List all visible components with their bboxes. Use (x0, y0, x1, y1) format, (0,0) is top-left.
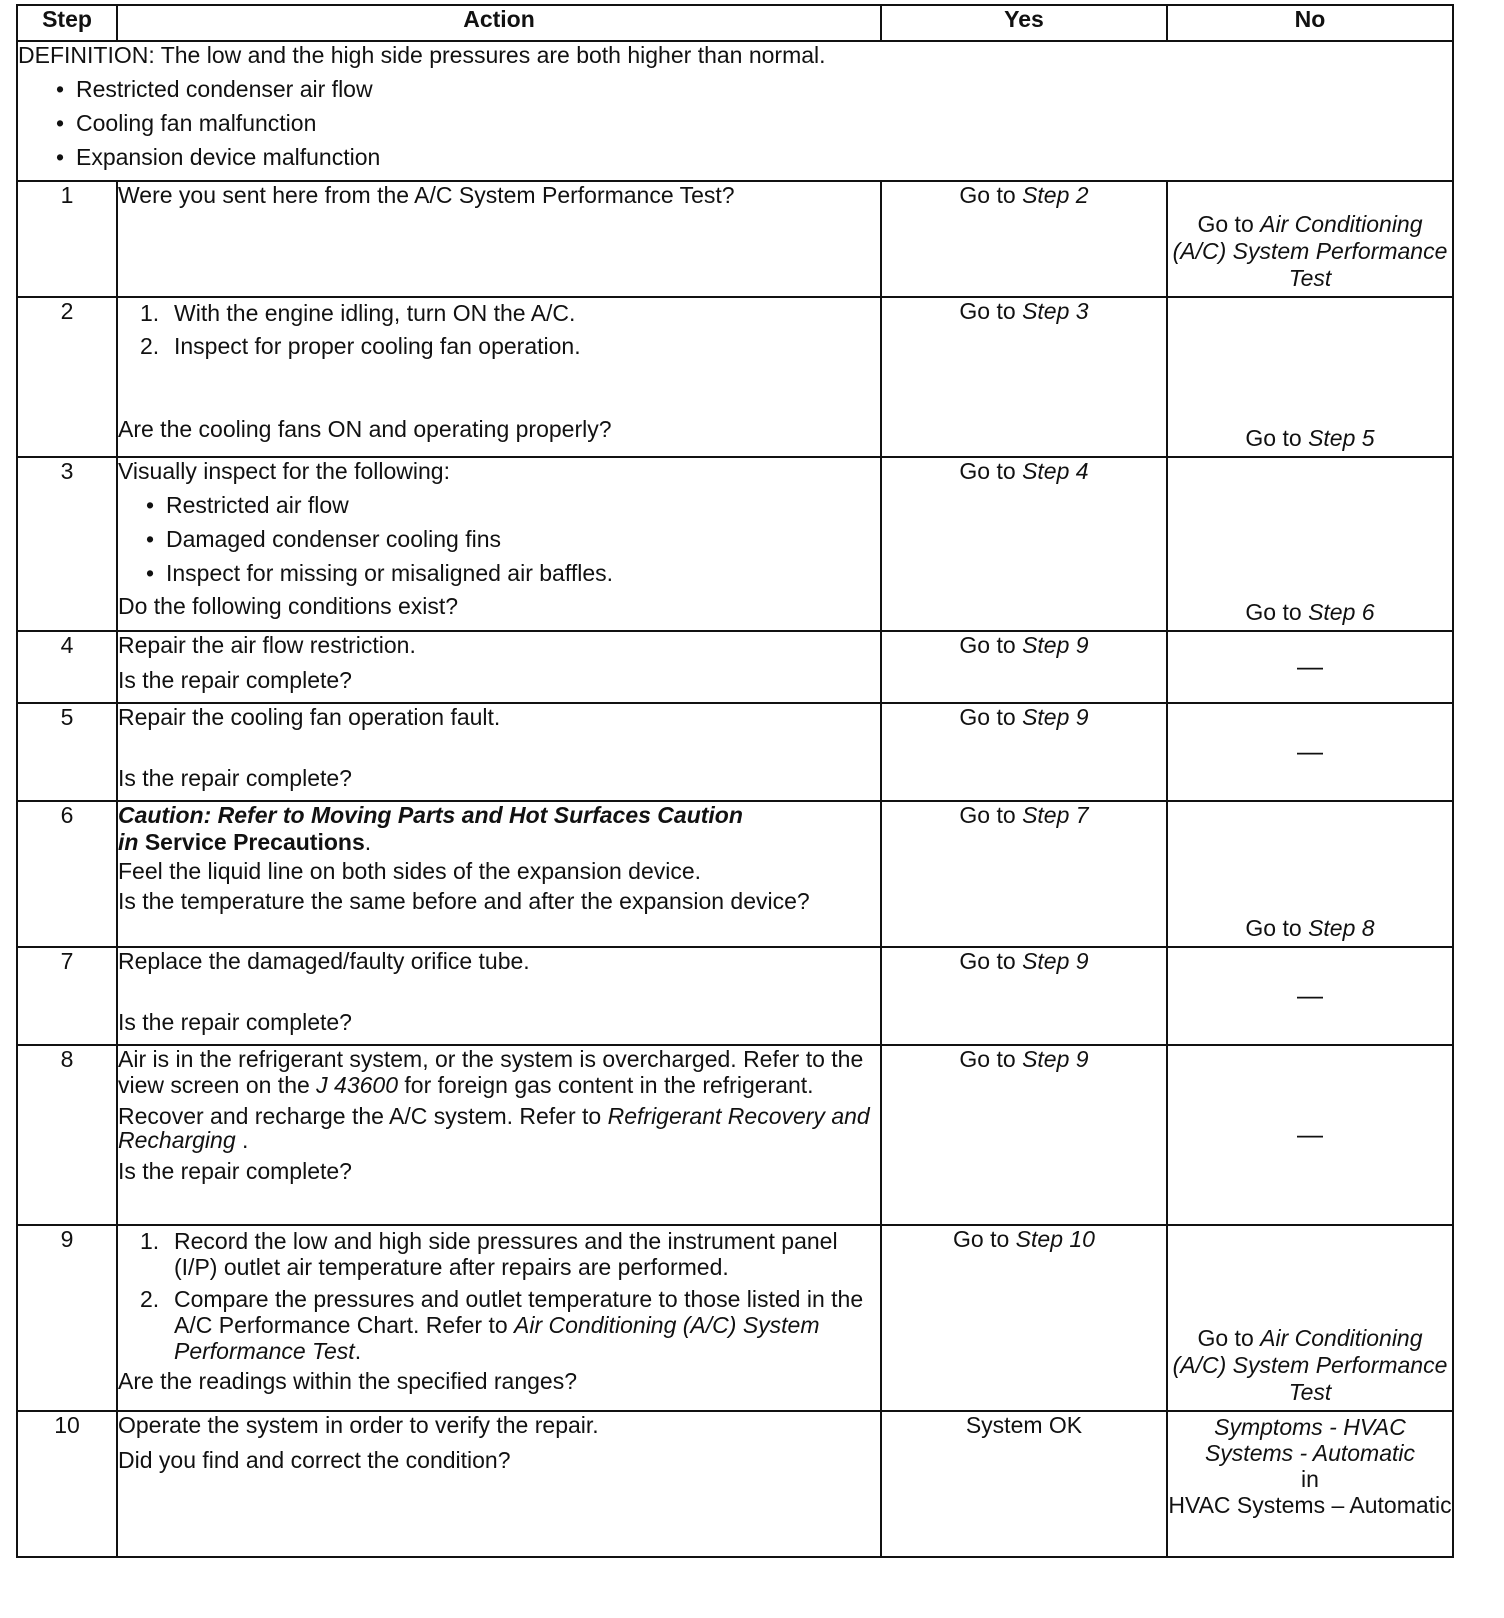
action-cell (117, 297, 881, 457)
no-cell[interactable] (1167, 801, 1453, 947)
action-cell (117, 1045, 881, 1225)
item-number: 2. (140, 333, 160, 359)
definition-row (17, 41, 1453, 181)
no-in: in (1301, 1466, 1319, 1492)
table-row (17, 703, 1453, 801)
yes-link[interactable]: Step 9 (1022, 632, 1089, 658)
no-prefix: Go to (1245, 599, 1309, 625)
table-row (17, 457, 1453, 631)
no-cell (1167, 947, 1453, 1045)
action-cell (117, 457, 881, 631)
yes-cell[interactable] (881, 297, 1167, 457)
action-text: Repair the air flow restriction. (118, 632, 416, 658)
yes-cell[interactable] (881, 1225, 1167, 1411)
definition-text: DEFINITION: The low and the high side pressures are both higher than normal. (18, 42, 826, 68)
no-link[interactable]: Step 6 (1308, 599, 1375, 625)
table-row (17, 297, 1453, 457)
action-question: Are the cooling fans ON and operating properly? (118, 416, 612, 442)
no-cell[interactable] (1167, 457, 1453, 631)
item-text-end: . (354, 1338, 362, 1364)
action-cell (117, 1411, 881, 1557)
yes-link[interactable]: Step 9 (1022, 948, 1089, 974)
no-prefix: Go to (1197, 211, 1261, 237)
action-question: Do the following conditions exist? (118, 593, 459, 619)
yes-cell[interactable] (881, 947, 1167, 1045)
tool-ref: J 43600 (316, 1072, 399, 1098)
table-row (17, 631, 1453, 703)
no-cell[interactable] (1167, 181, 1453, 297)
action-steps (118, 1228, 880, 1364)
yes-link[interactable]: Step 3 (1022, 298, 1089, 324)
yes-result: System OK (965, 1412, 1083, 1438)
list-item: • Damaged condenser cooling fins (118, 526, 880, 553)
action-cell (117, 631, 881, 703)
no-dash: — (1297, 1119, 1323, 1149)
no-cell (1167, 631, 1453, 703)
caution-ref[interactable]: Service Precautions (144, 829, 365, 855)
action-question: Is the repair complete? (118, 765, 352, 791)
no-cell[interactable] (1167, 1411, 1453, 1557)
caution-text: Caution: Refer to Moving Parts and Hot Surfaces Caution (118, 802, 743, 828)
action-text-part: Recover and recharge the A/C system. Refer to (118, 1103, 608, 1129)
step-number: 6 (17, 801, 117, 947)
step-number: 9 (17, 1225, 117, 1411)
yes-prefix: Go to (959, 182, 1023, 208)
yes-cell[interactable] (881, 457, 1167, 631)
action-text: Feel the liquid line on both sides of the expansion device. (118, 858, 702, 884)
list-item (118, 1286, 880, 1364)
yes-link[interactable]: Step 9 (1022, 1046, 1089, 1072)
action-question: Is the repair complete? (118, 1009, 352, 1035)
no-link[interactable]: Symptoms - HVAC Systems - Automatic (1204, 1414, 1416, 1466)
no-ref[interactable]: HVAC Systems – Automatic (1168, 1492, 1452, 1518)
diagnostic-table (16, 4, 1454, 1558)
no-cell (1167, 1045, 1453, 1225)
action-text-part: . (235, 1127, 249, 1153)
yes-prefix: Go to (959, 948, 1023, 974)
yes-cell[interactable] (881, 801, 1167, 947)
yes-link[interactable]: Step 7 (1022, 802, 1089, 828)
action-text-part: for foreign gas content in the refrigerant. (398, 1072, 814, 1098)
inspection-list (118, 492, 880, 587)
list-item (118, 1228, 880, 1280)
action-text (118, 1104, 880, 1152)
table-row (17, 947, 1453, 1045)
yes-cell[interactable] (881, 1045, 1167, 1225)
item-text: Record the low and high side pressures and the instrument panel (I/P) outlet air temperature after repairs are performed. (174, 1228, 838, 1280)
item-number: 1. (140, 1228, 160, 1254)
action-question: Were you sent here from the A/C System Performance Test? (118, 182, 735, 208)
yes-link[interactable]: Step 4 (1022, 458, 1089, 484)
yes-cell (881, 1411, 1167, 1557)
no-dash: — (1297, 651, 1323, 681)
action-cell (117, 801, 881, 947)
yes-prefix: Go to (959, 298, 1023, 324)
action-text-part: Air is in the refrigerant system, or the system is overcharged. Refer to the view screen on the (118, 1046, 864, 1098)
yes-prefix: Go to (959, 704, 1023, 730)
definition-list (18, 76, 1452, 171)
yes-prefix: Go to (959, 458, 1023, 484)
definition-cell (17, 41, 1453, 181)
yes-prefix: Go to (959, 1046, 1023, 1072)
table-row (17, 1411, 1453, 1557)
no-prefix: Go to (1245, 915, 1309, 941)
no-cell (1167, 703, 1453, 801)
step-number: 7 (17, 947, 117, 1045)
list-item: • Restricted air flow (118, 492, 880, 519)
action-question: Is the repair complete? (118, 1158, 352, 1184)
step-number: 2 (17, 297, 117, 457)
no-prefix: Go to (1197, 1325, 1261, 1351)
table-row (17, 1225, 1453, 1411)
no-link[interactable]: Air Conditioning (A/C) System Performance Test (1172, 211, 1448, 291)
header-row (17, 5, 1453, 41)
item-number: 1. (140, 300, 160, 326)
step-number: 5 (17, 703, 117, 801)
no-dash: — (1297, 736, 1323, 766)
list-item: • Restricted condenser air flow (18, 76, 1452, 103)
action-question: Is the temperature the same before and after the expansion device? (118, 888, 810, 914)
table-row (17, 801, 1453, 947)
no-link[interactable]: Step 5 (1308, 425, 1375, 451)
header-step: Step (17, 5, 117, 41)
procedure-link[interactable]: Air Conditioning (A/C) System Performance Test (174, 1312, 820, 1364)
yes-cell[interactable] (881, 703, 1167, 801)
item-text: Compare the pressures and outlet temperature to those listed in the A/C Performance Chart. Refer to (174, 1286, 864, 1338)
action-text: Operate the system in order to verify the repair. (118, 1412, 599, 1438)
action-cell (117, 703, 881, 801)
list-item: • Cooling fan malfunction (18, 110, 1452, 137)
step-number: 10 (17, 1411, 117, 1557)
action-question: Did you find and correct the condition? (118, 1447, 511, 1473)
list-item (118, 333, 880, 360)
no-cell[interactable] (1167, 1225, 1453, 1411)
action-cell (117, 947, 881, 1045)
table-row (17, 181, 1453, 297)
header-no: No (1167, 5, 1453, 41)
header-action: Action (117, 5, 881, 41)
action-intro: Visually inspect for the following: (118, 458, 450, 484)
step-number: 1 (17, 181, 117, 297)
action-text: Repair the cooling fan operation fault. (118, 704, 501, 730)
no-cell[interactable] (1167, 297, 1453, 457)
yes-prefix: Go to (959, 802, 1023, 828)
caution-end: . (364, 829, 372, 855)
list-item (118, 300, 880, 327)
action-question: Is the repair complete? (118, 667, 352, 693)
yes-cell[interactable] (881, 181, 1167, 297)
step-number: 3 (17, 457, 117, 631)
list-item: • Inspect for missing or misaligned air baffles. (118, 560, 880, 587)
no-dash: — (1297, 980, 1323, 1010)
no-link[interactable]: Step 8 (1308, 915, 1375, 941)
item-text: With the engine idling, turn ON the A/C. (174, 300, 576, 326)
action-steps (118, 300, 880, 360)
action-text (118, 1046, 880, 1098)
action-cell (117, 1225, 881, 1411)
item-number: 2. (140, 1286, 160, 1312)
yes-link[interactable]: Step 9 (1022, 704, 1089, 730)
no-prefix: Go to (1245, 425, 1309, 451)
caution-in: in (118, 829, 145, 855)
action-text: Replace the damaged/faulty orifice tube. (118, 948, 530, 974)
yes-prefix: Go to (959, 632, 1023, 658)
action-question: Are the readings within the specified ranges? (118, 1368, 578, 1394)
list-item: • Expansion device malfunction (18, 144, 1452, 171)
step-number: 8 (17, 1045, 117, 1225)
procedure-link[interactable]: Refrigerant Recovery and Recharging (118, 1103, 870, 1153)
yes-prefix: Go to (953, 1226, 1016, 1252)
yes-link[interactable]: Step 2 (1022, 182, 1089, 208)
action-cell (117, 181, 881, 297)
no-link[interactable]: Air Conditioning (A/C) System Performance Test (1172, 1325, 1448, 1405)
yes-cell[interactable] (881, 631, 1167, 703)
table-row (17, 1045, 1453, 1225)
caution-note (118, 802, 880, 856)
header-yes: Yes (881, 5, 1167, 41)
item-text: Inspect for proper cooling fan operation. (174, 333, 581, 359)
yes-link[interactable]: Step 10 (1015, 1226, 1095, 1252)
step-number: 4 (17, 631, 117, 703)
